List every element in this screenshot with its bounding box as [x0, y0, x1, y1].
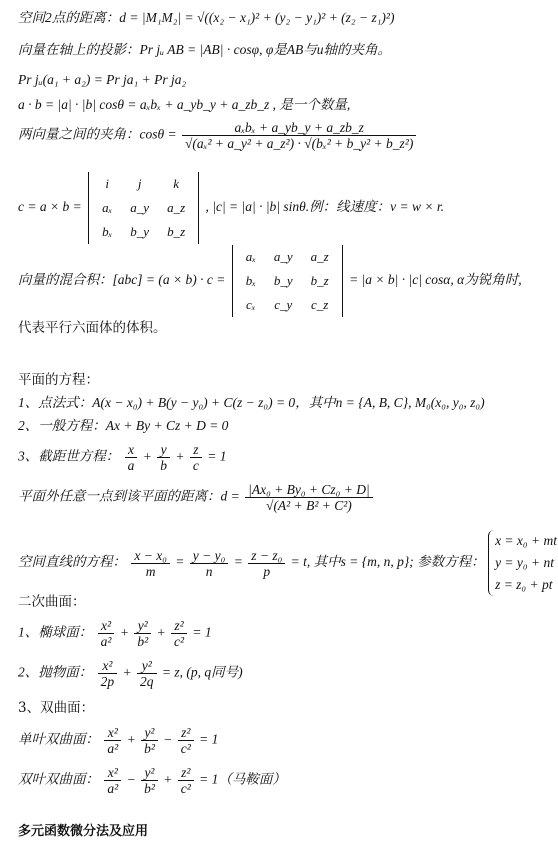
paraboloid-label: 2、抛物面：	[18, 664, 93, 680]
distance-formula: 空间2点的距离：d = |M₁M₂| = √((x₂ − x₁)² + (y₂ − y₁)² + (z₂ − z₁)²)	[18, 10, 395, 25]
hyperboloid-two-sheet	[18, 765, 286, 796]
operator: +	[116, 624, 133, 640]
operator: +	[119, 664, 135, 680]
fraction-denominator: a²	[100, 634, 112, 649]
fraction	[190, 442, 202, 473]
fraction-numerator: x − x₀	[131, 548, 170, 564]
hyperboloid-title: 3、双曲面：	[18, 700, 95, 716]
cross-determinant	[88, 172, 199, 244]
fraction-denominator: a²	[107, 781, 119, 796]
fraction-denominator: a²	[107, 741, 119, 756]
intercept-fractions	[123, 442, 204, 473]
fraction	[125, 442, 138, 473]
fraction-numerator: x²	[104, 765, 121, 781]
mixed-product	[18, 245, 522, 317]
matrix-cell: i	[105, 176, 109, 191]
fraction	[104, 765, 121, 796]
fraction-numerator: y²	[137, 658, 157, 674]
matrix-cell: b_z	[310, 273, 329, 288]
line-middle: = t, 其中s = {m, n, p}; 参数方程：	[290, 554, 485, 570]
hyperboloid-one-sheet	[18, 725, 218, 756]
fraction	[134, 618, 151, 649]
fraction-numerator: y²	[134, 618, 151, 634]
fraction-numerator: z²	[171, 618, 187, 634]
ellipsoid-fractions	[96, 618, 189, 649]
fraction-denominator: c²	[174, 634, 185, 649]
intercept-rhs: = 1	[207, 448, 227, 464]
line-label: 空间直线的方程：	[18, 554, 126, 570]
fraction-numerator: z	[190, 442, 202, 458]
fraction-numerator: x²	[98, 658, 118, 674]
fraction-numerator: x	[125, 442, 138, 458]
operator: =	[230, 554, 247, 570]
operator: −	[123, 771, 140, 787]
mixed-rhs: = |a × b| · |c| cosα, α为锐角时,	[349, 272, 522, 288]
fraction-denominator: c²	[180, 741, 191, 756]
fraction-numerator: y	[157, 442, 170, 458]
matrix-cell: b_y	[130, 224, 150, 239]
fraction-denominator: c	[192, 458, 199, 473]
angle-numerator: aₓbₓ + a_yb_y + a_zb_z	[182, 120, 416, 136]
line-fractions	[129, 547, 287, 579]
fraction	[157, 442, 170, 473]
fraction-numerator: y²	[141, 765, 158, 781]
fraction-numerator: x²	[104, 725, 121, 741]
matrix-cell: a_z	[167, 200, 186, 215]
matrix-cell: bₓ	[102, 224, 113, 239]
operator: +	[139, 448, 156, 464]
matrix-cell: aₓ	[245, 249, 256, 264]
matrix-cell: aₓ	[102, 200, 113, 215]
fraction	[248, 548, 285, 579]
distance-numerator: |Ax₀ + By₀ + Cz₀ + D|	[245, 482, 373, 498]
fraction	[178, 725, 194, 756]
operator: +	[153, 624, 169, 640]
fraction-numerator: z − z₀	[248, 548, 285, 564]
fraction	[178, 765, 194, 796]
cross-product	[18, 172, 444, 244]
operator: +	[172, 448, 188, 464]
parametric-equation: z = z₀ + pt	[495, 577, 553, 592]
fraction-denominator: a	[127, 458, 135, 473]
ellipsoid-rhs: = 1	[192, 624, 212, 640]
point-plane-distance	[18, 482, 375, 513]
angle-fraction	[182, 120, 416, 151]
matrix-cell: c_y	[274, 297, 293, 312]
fraction	[190, 548, 229, 579]
fraction-numerator: y − y₀	[190, 548, 229, 564]
operator: =	[171, 554, 188, 570]
plane-intercept	[18, 442, 227, 473]
fraction	[98, 658, 118, 689]
fraction-numerator: z²	[178, 725, 194, 741]
fraction	[98, 618, 115, 649]
fraction-numerator: z²	[178, 765, 194, 781]
ellipsoid-label: 1、椭球面：	[18, 624, 93, 640]
matrix-cell: a_z	[310, 249, 329, 264]
fraction-denominator: c²	[180, 781, 191, 796]
projection-sum: Pr jᵤ(a₁ + a₂) = Pr ja₁ + Pr ja₂	[18, 72, 187, 87]
intercept-label: 3、截距世方程：	[18, 448, 120, 464]
paraboloid-equation	[18, 658, 243, 689]
ellipsoid-equation	[18, 618, 212, 649]
fraction-denominator: n	[205, 563, 213, 579]
hyperboloid1-rhs: = 1	[199, 731, 219, 747]
plane-section-title: 平面的方程：	[18, 372, 99, 388]
fraction-numerator: y²	[141, 725, 158, 741]
matrix-cell: cₓ	[246, 297, 256, 312]
distance-fraction	[245, 482, 373, 513]
hyperboloid2-label: 双叶双曲面：	[18, 771, 99, 787]
fraction-denominator: 2q	[140, 674, 154, 689]
plane-general: 2、一般方程：Ax + By + Cz + D = 0	[18, 418, 229, 433]
matrix-cell: bₓ	[245, 273, 256, 288]
fraction-denominator: b²	[144, 741, 155, 756]
matrix-cell: k	[173, 176, 179, 191]
parametric-equation: x = x₀ + mt	[495, 533, 557, 548]
mixed-lhs: 向量的混合积：[abc] = (a × b) · c =	[18, 272, 226, 288]
dot-product: a · b = |a| · |b| cosθ = aₓbₓ + a_yb_y + a_zb_z , 是一个数量,	[18, 97, 351, 112]
volume-note: 代表平行六面体的体积。	[18, 320, 167, 336]
space-line-equation	[18, 530, 557, 596]
fraction-denominator: m	[145, 563, 156, 579]
parametric-system	[488, 530, 557, 596]
plane-point-normal: 1、点法式：A(x − x₀) + B(y − y₀) + C(z − z₀) = 0，其中n = {A, B, C}, M₀(x₀, y₀, z₀)	[18, 395, 485, 410]
parametric-equation: y = y₀ + nt	[495, 555, 554, 570]
cross-rhs: , |c| = |a| · |b| sinθ.例：线速度：v = w × r.	[205, 199, 444, 215]
distance-label: 平面外任意一点到该平面的距离：d =	[18, 488, 240, 504]
fraction-denominator: 2p	[100, 674, 115, 689]
hyperboloid2-rhs: = 1（马鞍面）	[199, 771, 286, 787]
operator: −	[159, 731, 176, 747]
hyperboloid1-fractions	[102, 725, 195, 756]
fraction-denominator: p	[263, 563, 271, 579]
angle-denominator: √(aₓ² + a_y² + a_z²) · √(bₓ² + b_y² + b_z²)	[185, 136, 414, 151]
fraction-denominator: b²	[144, 781, 155, 796]
matrix-cell: b_z	[167, 224, 186, 239]
fraction	[141, 765, 158, 796]
operator: +	[123, 731, 140, 747]
hyperboloid2-fractions	[102, 765, 195, 796]
fraction-denominator: b	[160, 458, 167, 473]
fraction	[104, 725, 121, 756]
distance-denominator: √(A² + B² + C²)	[266, 498, 352, 513]
matrix-cell: a_y	[130, 200, 150, 215]
mixed-determinant	[232, 245, 343, 317]
quadric-section-title: 二次曲面：	[18, 594, 86, 610]
matrix-cell: b_y	[273, 273, 293, 288]
matrix-cell: a_y	[273, 249, 293, 264]
matrix-cell: j	[137, 176, 142, 191]
angle-formula	[18, 120, 418, 151]
fraction	[171, 618, 187, 649]
section-heading: 多元函数微分法及应用	[18, 824, 149, 839]
operator: +	[159, 771, 176, 787]
paraboloid-rhs: = z, (p, q同号)	[161, 664, 243, 680]
fraction-numerator: x²	[98, 618, 115, 634]
fraction-denominator: b²	[137, 634, 149, 649]
angle-label: 两向量之间的夹角：cosθ =	[18, 126, 177, 142]
fraction	[131, 548, 170, 579]
hyperboloid1-label: 单叶双曲面：	[18, 731, 99, 747]
projection-formula: 向量在轴上的投影：Pr jᵤ AB = |AB| · cosφ, φ是AB与u轴的夹角。	[18, 42, 392, 57]
fraction	[141, 725, 158, 756]
cross-lhs: c = a × b =	[18, 199, 82, 215]
paraboloid-fractions	[96, 658, 159, 689]
fraction	[137, 658, 157, 689]
matrix-cell: c_z	[311, 297, 329, 312]
